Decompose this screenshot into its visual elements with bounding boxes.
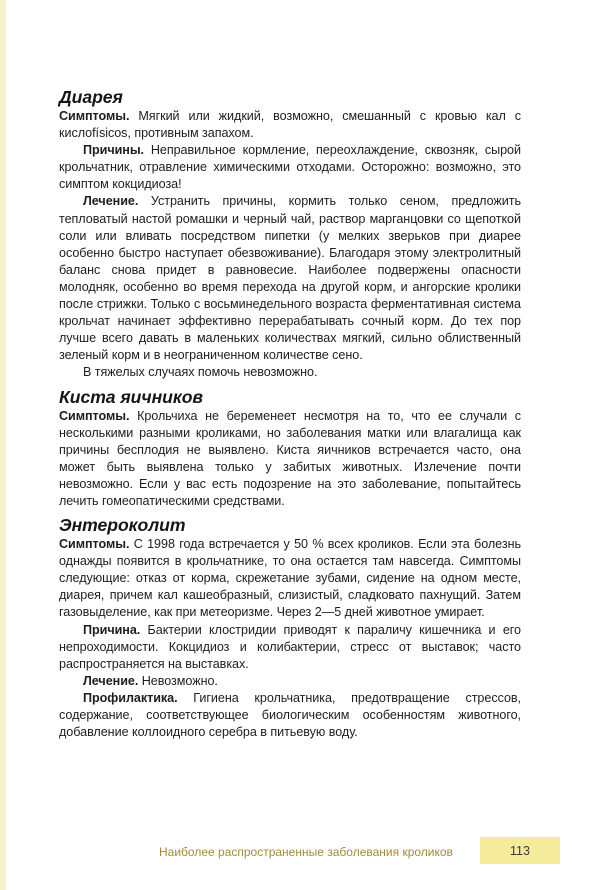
section-title-enterocolitis: Энтероколит [59,515,186,536]
section-title-diarrhea: Диарея [59,87,123,107]
page-number-box [480,837,560,864]
paragraph-diarrhea-severe: В тяжелых случаях помочь невозможно. [83,365,318,380]
paragraph-diarrhea-symptoms [59,108,521,142]
text-entero-treatment: Невозможно. [138,673,218,688]
text-entero-cause: Бактерии клостридии приводят к параличу кишечника и его непроходимости. Кокцидиоз и колибактерии, стресс от выставок; часто распространяется на выставках. [59,622,521,671]
text-entero-symptoms: С 1998 года встречается у 50 % всех кроликов. Если эта болезнь однажды появится в крольчатнике, то она остается там навсегда. Симптомы следующие: отказ от корма, скрежетание зубами, сидение на одном месте, диарея, причем кал кашеобразный, слизистый, сладковато пахнущий. Затем газовыделение, как при метеоризме. Через 2—5 дней животное умирает. [59,537,521,620]
text-diarrhea-causes: Неправильное кормление, переохлаждение, сквозняк, сырой крольчатник, отравление химическими отходами. Осторожно: возможно, это симптом кокцидиоза! [59,143,521,192]
label-symptoms: Симптомы. [59,408,130,423]
text-diarrhea-symptoms: Мягкий или жидкий, возможно, смешанный с кровью кал с кислоfísicos, противным запахом. [59,109,521,141]
page-content [59,87,521,741]
label-treatment: Лечение. [83,673,139,688]
label-prevention: Профилактика. [83,690,178,705]
section-title-ovarian-cyst: Киста яичников [59,386,203,407]
paragraph-entero-prevention [59,690,521,741]
paragraph-diarrhea-treatment [59,193,521,364]
running-footer-title: Наиболее распространенные заболевания кроликов [159,845,453,859]
paragraph-entero-cause [59,622,521,673]
paragraph-diarrhea-causes [59,142,521,193]
label-treatment: Лечение. [83,194,139,209]
text-cyst-symptoms: Крольчиха не беременеет несмотря на то, что ее случали с несколькими разными кроликами, но заболевания матки или влагалища как причины бесплодия не выявлено. Киста яичников встречается часто, она может быть выявлена только у забитых животных. Излечение почти невозможно. Если у вас есть подозрение на это заболевание, попытайтесь лечить гомеопатическими средствами. [59,408,521,508]
label-symptoms: Симптомы. [59,109,130,123]
page-number: 113 [510,843,530,858]
paragraph-entero-symptoms [59,536,521,621]
label-symptoms: Симптомы. [59,537,130,552]
page-edge-strip [0,0,6,890]
text-entero-prevention: Гигиена крольчатника, предотвращение стрессов, содержание, соответствующее биологическим особенностям животного, добавление коллоидного серебра в питьевую воду. [59,690,521,740]
label-causes: Причины. [83,143,145,158]
text-diarrhea-treatment: Устранить причины, кормить только сеном, предложить тепловатый настой ромашки и черный чай, раствор марганцовки со щепоткой соли или вливать посредством пипетки (у мелких зверьков при диарее особенно быстро наступает обезвоживание). Благодаря этому электролитный баланс снова придет в равновесие. Наиболее подвержены опасности молодняк, особенно во время перехода на другой корм, и ангорские кролики после стрижки. Только с восьминедельного возраста ферментативная система крольчат начинает эффективно перерабатывать сочный корм. До тех пор лучше всего давать в маленьких количествах мягкий, сильно облиственный зеленый корм и в неограниченном количестве сено. [59,194,521,363]
paragraph-cyst-symptoms [59,408,521,511]
paragraph-entero-treatment [59,673,521,690]
label-cause: Причина. [83,622,141,637]
